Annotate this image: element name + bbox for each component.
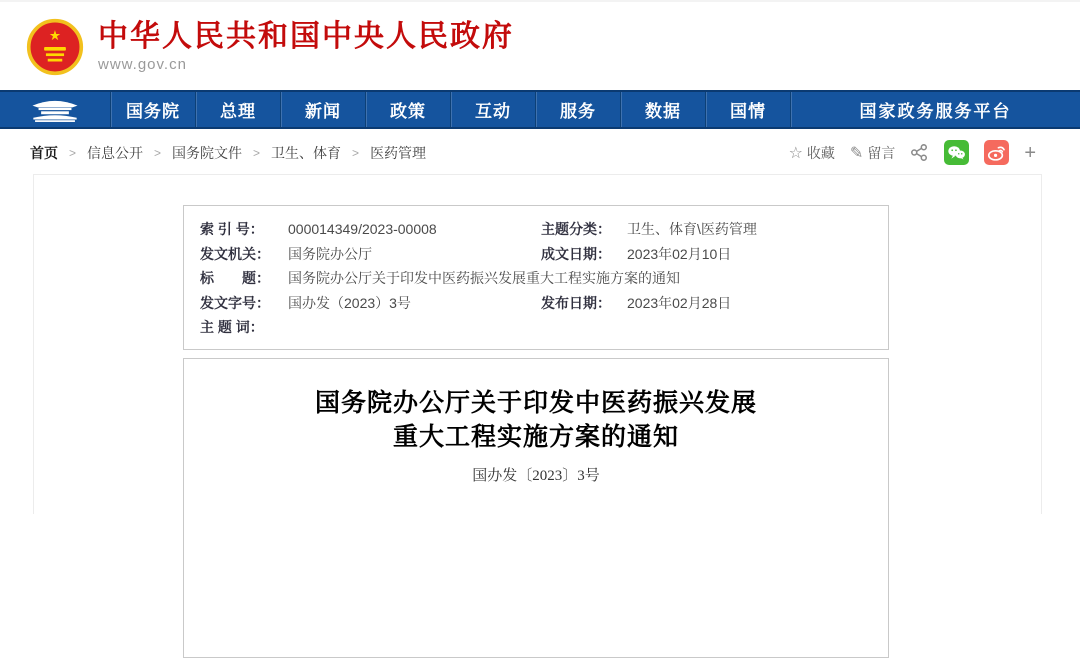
meta-category-label: 主题分类：	[541, 221, 611, 237]
nav-item-zhengce[interactable]: 政策	[365, 92, 450, 127]
document-number: 国办发〔2023〕3号	[472, 468, 600, 484]
nav-item-hudong[interactable]: 互动	[450, 92, 535, 127]
breadcrumb-info-disclosure[interactable]: 信息公开	[87, 144, 144, 161]
breadcrumb-pharma-management[interactable]: 医药管理	[370, 144, 427, 161]
weibo-icon[interactable]	[984, 140, 1009, 165]
nav-item-fuwu[interactable]: 服务	[535, 92, 620, 127]
site-identity	[98, 21, 514, 73]
meta-agency-value: 国务院办公厅	[288, 245, 372, 262]
document-title	[184, 387, 888, 455]
content-panel	[33, 174, 1042, 514]
meta-index-label: 索 引 号：	[200, 221, 264, 237]
meta-keywords-label: 主 题 词：	[200, 319, 264, 335]
main-navbar	[0, 90, 1080, 129]
document-meta-table	[183, 205, 889, 350]
site-url: www.gov.cn	[98, 56, 187, 73]
breadcrumb-separator: >	[154, 145, 162, 160]
breadcrumb-row	[0, 131, 1080, 174]
meta-agency-label: 发文机关：	[200, 245, 270, 262]
breadcrumb-health-sports[interactable]: 卫生、体育	[271, 144, 342, 161]
breadcrumb-separator: >	[69, 145, 77, 160]
document-body	[183, 358, 889, 658]
star-icon: ☆	[788, 144, 803, 162]
tiananmen-icon	[29, 97, 81, 123]
comment-button[interactable]: ✎ 留言	[849, 144, 896, 162]
site-title: 中华人民共和国中央人民政府	[98, 20, 514, 53]
page-toolbar	[789, 140, 1036, 165]
share-icon[interactable]	[910, 143, 929, 162]
breadcrumb-state-council-docs[interactable]: 国务院文件	[172, 144, 243, 161]
meta-doc-no-label: 发文字号：	[200, 294, 270, 311]
nav-item-guowuyuan[interactable]: 国务院	[110, 92, 195, 127]
breadcrumb-separator: >	[253, 145, 261, 160]
meta-title-label: 标 题：	[200, 270, 270, 286]
breadcrumb-home[interactable]: 首页	[30, 144, 58, 161]
nav-item-zongli[interactable]: 总理	[195, 92, 280, 127]
nav-item-gov-service-platform[interactable]: 国家政务服务平台	[790, 92, 1080, 127]
document-title-line2: 重大工程实施方案的通知	[392, 424, 679, 451]
plus-icon[interactable]: +	[1024, 141, 1036, 164]
breadcrumb	[30, 143, 426, 163]
national-emblem-icon	[26, 18, 84, 76]
favorite-button[interactable]: ☆ 收藏	[788, 144, 835, 162]
meta-date-written-label: 成文日期：	[541, 245, 611, 262]
nav-item-guoqing[interactable]: 国情	[705, 92, 790, 127]
meta-index-value: 000014349/2023-00008	[288, 221, 437, 237]
nav-item-xinwen[interactable]: 新闻	[280, 92, 365, 127]
meta-category-value: 卫生、体育\医药管理	[627, 221, 757, 237]
meta-date-published-label: 发布日期：	[541, 294, 611, 311]
wechat-icon[interactable]	[944, 140, 969, 165]
breadcrumb-separator: >	[352, 145, 360, 160]
meta-date-written-value: 2023年02月10日	[627, 245, 732, 262]
home-logo-link[interactable]	[0, 4, 1080, 90]
document-title-line1: 国务院办公厅关于印发中医药振兴发展	[314, 390, 757, 417]
nav-home-tiananmen[interactable]	[0, 92, 110, 127]
meta-title-value: 国务院办公厅关于印发中医药振兴发展重大工程实施方案的通知	[288, 270, 680, 286]
meta-date-published-value: 2023年02月28日	[627, 294, 732, 311]
pencil-icon: ✎	[849, 144, 864, 162]
meta-doc-no-value: 国办发（2023）3号	[288, 294, 411, 311]
nav-item-shuju[interactable]: 数据	[620, 92, 705, 127]
svg-text:★: ★	[48, 27, 62, 43]
